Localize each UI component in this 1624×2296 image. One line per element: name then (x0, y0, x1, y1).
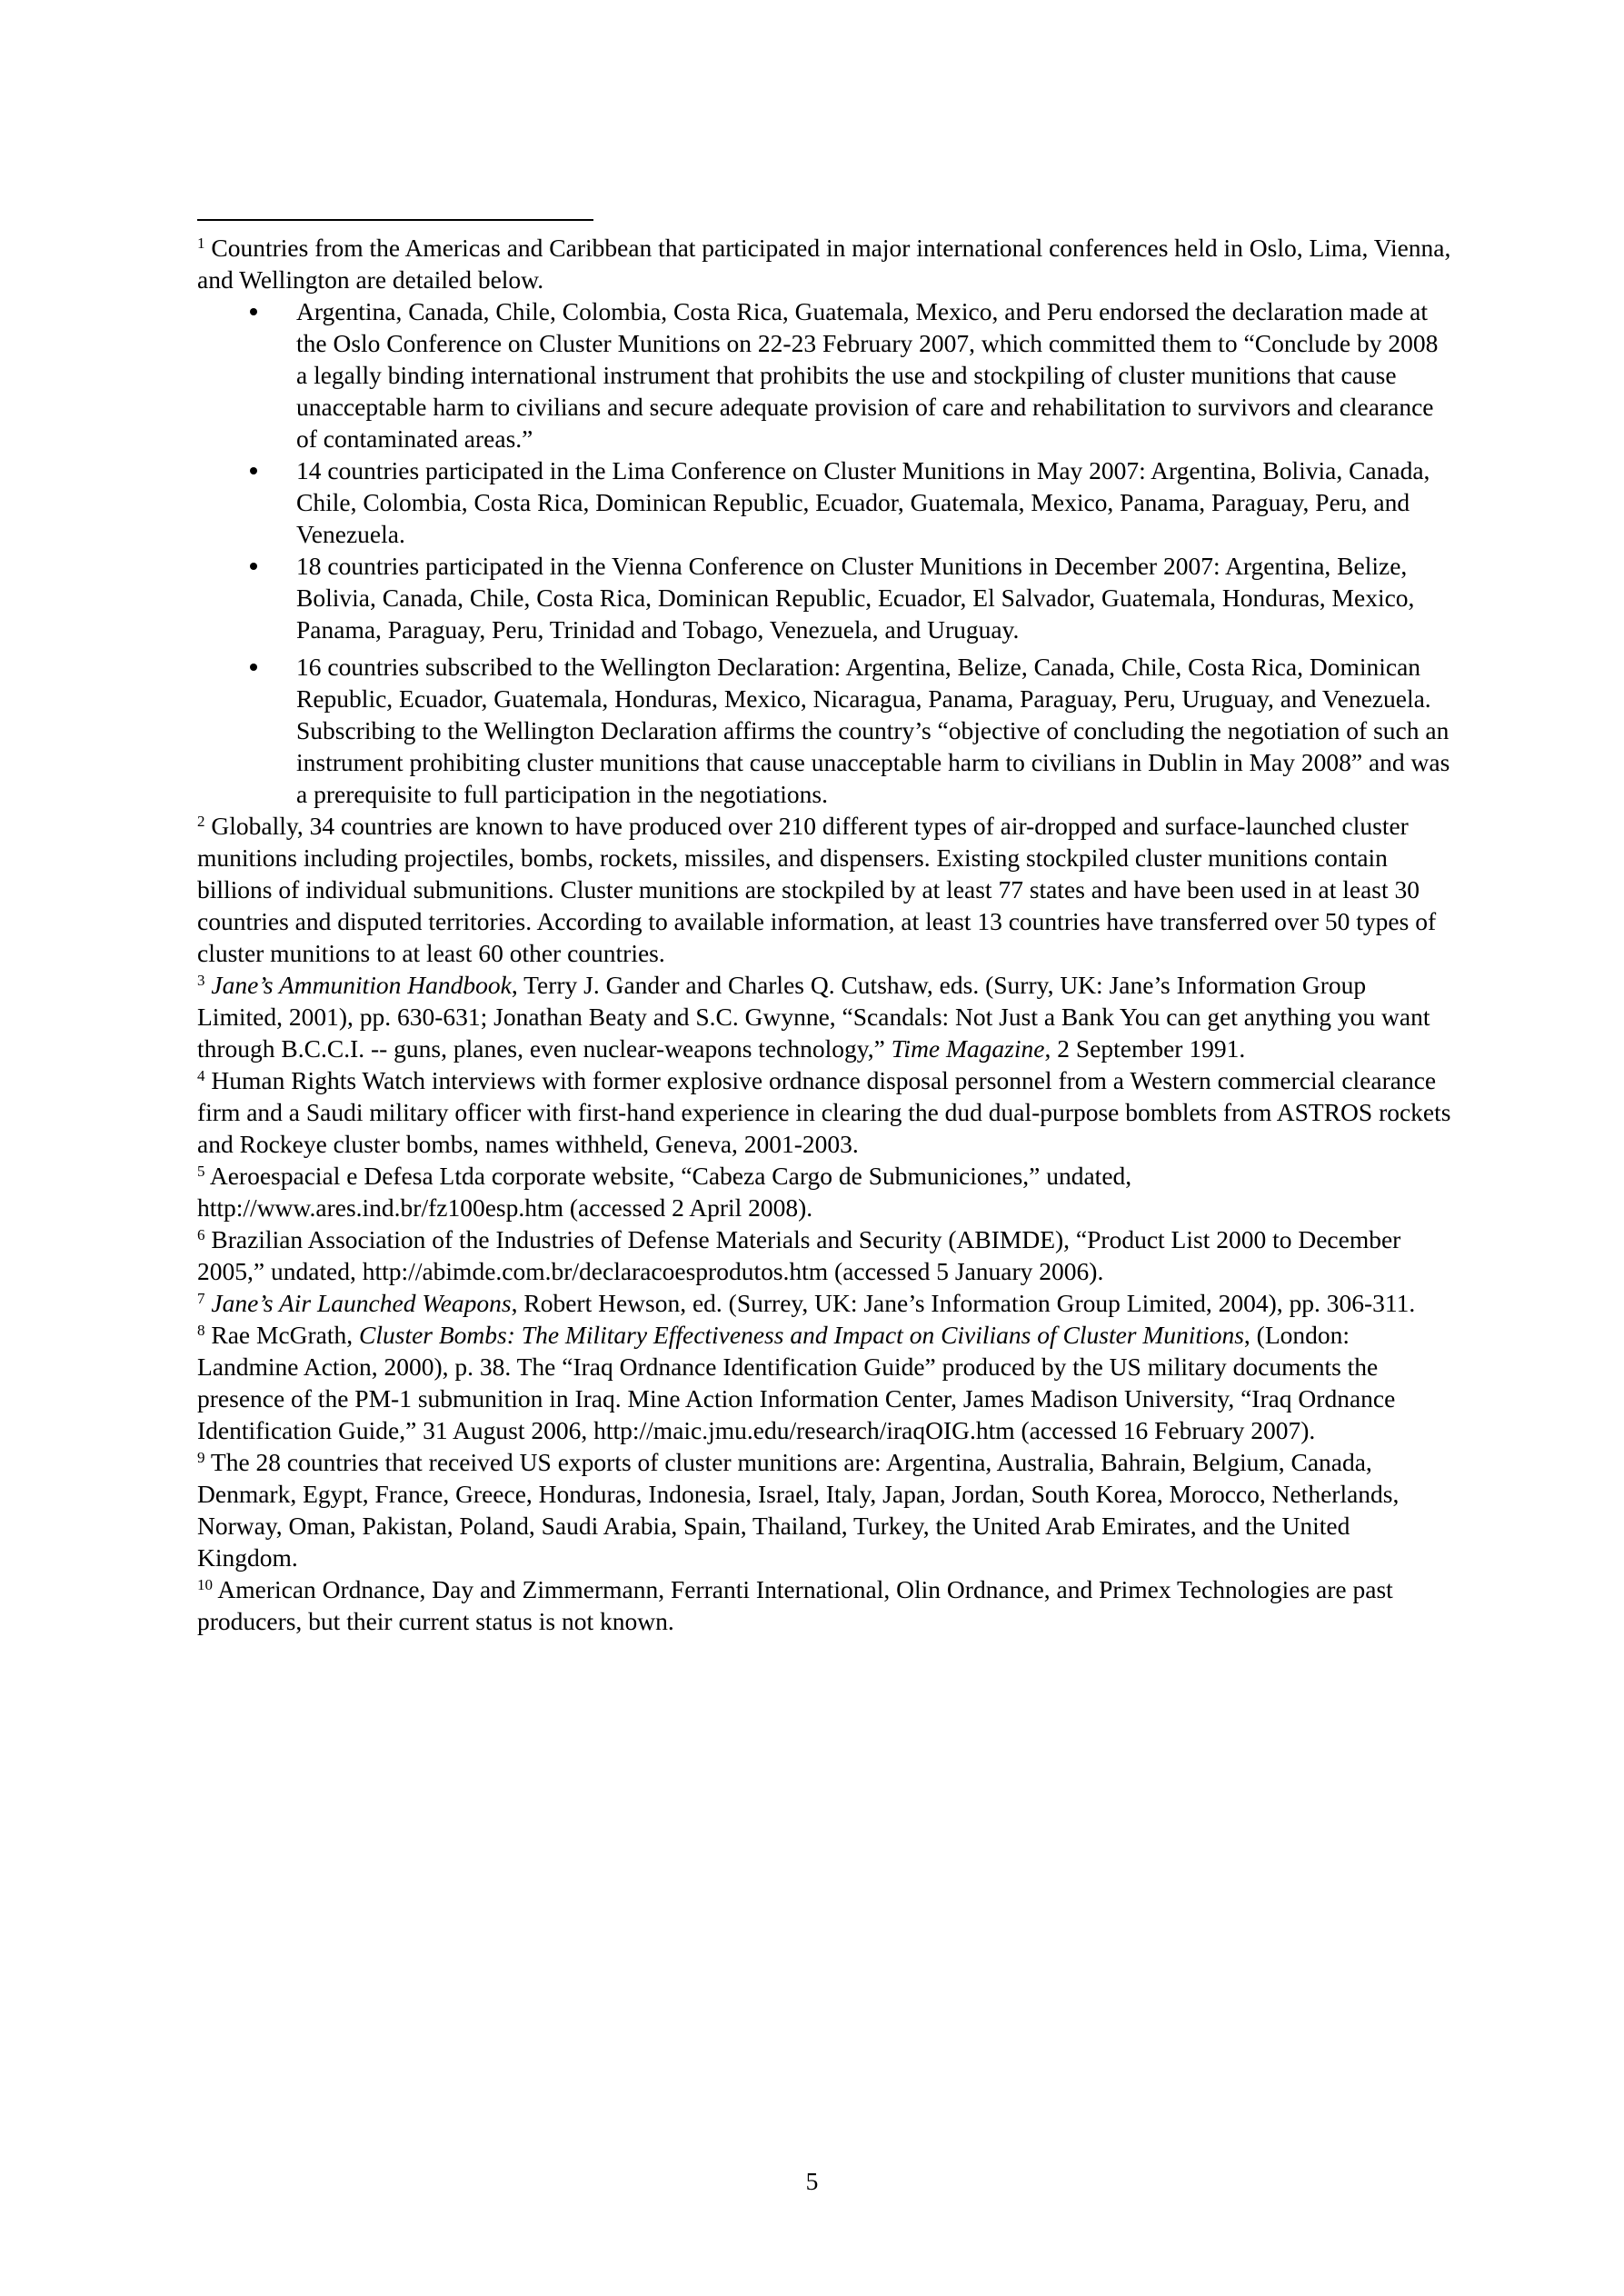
book-title: Jane’s Ammunition Handbook (211, 971, 512, 999)
footnote-marker: 9 (197, 1449, 205, 1466)
footnote-text: American Ordnance, Day and Zimmermann, Ferranti International, Olin Ordnance, and Primex Technologies are past producers, but their current status is not known. (197, 1575, 1393, 1635)
footnote-9 (197, 1446, 1451, 1573)
footnote-6 (197, 1223, 1451, 1287)
list-item (197, 454, 1451, 550)
book-title: Cluster Bombs: The Military Effectiveness and Impact on Civilians of Cluster Munitions (359, 1321, 1244, 1349)
footnote-1 (197, 232, 1451, 295)
bullet-icon (250, 563, 257, 570)
list-item (197, 550, 1451, 645)
footnote-separator (197, 219, 593, 221)
list-item-text: 16 countries subscribed to the Wellington Declaration: Argentina, Belize, Canada, Chile, Costa Rica, Dominican Republic, Ecuador, Guatemala, Honduras, Mexico, Nicaragua, Panama, Paraguay, Peru, Uruguay, and Venezuela. Subscribing to the Wellington Declaration affirms the country’s “objective of concluding the negotiation of such an instrument prohibiting cluster munitions that cause unacceptable harm to civilians in Dublin in May 2008” and was a prerequisite to full participation in the negotiations. (296, 653, 1450, 808)
bullet-icon (250, 467, 257, 474)
footnote-4 (197, 1064, 1451, 1160)
footnote-text: , 2 September 1991. (1044, 1034, 1246, 1063)
footnote-text: Globally, 34 countries are known to have produced over 210 different types of air-dropped and surface-launched cluster munitions including projectiles, bombs, rockets, missiles, and dispensers. Existing stockpiled cluster munitions contain billions of individual submunitions. Cluster munitions are stockpiled by at least 77 states and have been used in at least 30 countries and disputed territories. According to available information, at least 13 countries have transferred over 50 types of cluster munitions to at least 60 other countries. (197, 812, 1437, 967)
list-item-text: 18 countries participated in the Vienna Conference on Cluster Munitions in December 2007: Argentina, Belize, Bolivia, Canada, Chile, Costa Rica, Dominican Republic, Ecuador, El Salvador, Guatemala, Honduras, Mexico, Panama, Paraguay, Peru, Trinidad and Tobago, Venezuela, and Uruguay. (296, 552, 1415, 644)
footnote-marker: 10 (197, 1576, 213, 1593)
footnote-3 (197, 969, 1451, 1064)
footnote-text: , (London: Landmine Action, 2000), p. 38. The “Iraq Ordnance Identification Guide” produced by the US military documents the presence of the PM-1 submunition in Iraq. Mine Action Information Center, James Madison University, “Iraq Ordnance Identification Guide,” 31 August 2006, http://maic.jmu.edu/research/iraqOIG.htm (accessed 16 February 2007). (197, 1321, 1396, 1444)
footnote-marker: 2 (197, 813, 205, 830)
footnote-marker: 4 (197, 1067, 205, 1084)
page-number: 5 (805, 2167, 819, 2195)
footnote-10 (197, 1573, 1451, 1637)
footnote-5 (197, 1160, 1451, 1223)
footnote-8 (197, 1319, 1451, 1446)
book-title: Jane’s Air Launched Weapons (211, 1289, 512, 1317)
list-item (197, 295, 1451, 454)
footnotes (197, 232, 1451, 1637)
footnote-marker: 6 (197, 1226, 205, 1243)
footnote-text: , Terry J. Gander and Charles Q. Cutshaw, eds. (Surry, UK: Jane’s Information Group Limited, 2001), pp. 630-631; Jonathan Beaty and S.C. Gwynne, “Scandals: Not Just a Bank You can get anything you want through B.C.C.I. -- guns, planes, even nuclear-weapons technology,” (197, 971, 1430, 1063)
footnote-marker: 1 (197, 235, 205, 252)
list-item (197, 651, 1451, 810)
list-item-text: 14 countries participated in the Lima Conference on Cluster Munitions in May 2007: Argentina, Bolivia, Canada, Chile, Colombia, Costa Rica, Dominican Republic, Ecuador, Guatemala, Mexico, Panama, Paraguay, Peru, and Venezuela. (296, 456, 1430, 548)
footnote-marker: 3 (197, 972, 205, 989)
magazine-title: Time Magazine (891, 1034, 1045, 1063)
footnote-2 (197, 810, 1451, 969)
footnote-text: Aeroespacial e Defesa Ltda corporate website, “Cabeza Cargo de Submuniciones,” undated, http://www.ares.ind.br/fz100esp.htm (accessed 2 April 2008). (197, 1162, 1132, 1222)
footnote-author: Rae McGrath, (211, 1321, 360, 1349)
bullet-icon (250, 664, 257, 671)
footnote-7 (197, 1287, 1451, 1319)
bullet-icon (250, 308, 257, 315)
footnote-text: Countries from the Americas and Caribbean that participated in major international conferences held in Oslo, Lima, Vienna, and Wellington are detailed below. (197, 234, 1451, 294)
footnote-marker: 5 (197, 1163, 205, 1180)
footnote-text: Brazilian Association of the Industries of Defense Materials and Security (ABIMDE), “Product List 2000 to December 2005,” undated, http://abimde.com.br/declaracoesprodutos.htm (accessed 5 January 2006). (197, 1225, 1401, 1285)
list-item-text: Argentina, Canada, Chile, Colombia, Costa Rica, Guatemala, Mexico, and Peru endorsed the declaration made at the Oslo Conference on Cluster Munitions on 22-23 February 2007, which committed them to “Conclude by 2008 a legally binding international instrument that prohibits the use and stockpiling of cluster munitions that cause unacceptable harm to civilians and secure adequate provision of care and rehabilitation to survivors and clearance of contaminated areas.” (296, 297, 1439, 453)
footnote-text: The 28 countries that received US exports of cluster munitions are: Argentina, Australia, Bahrain, Belgium, Canada, Denmark, Egypt, France, Greece, Honduras, Indonesia, Israel, Italy, Japan, Jordan, South Korea, Morocco, Netherlands, Norway, Oman, Pakistan, Poland, Saudi Arabia, Spain, Thailand, Turkey, the United Arab Emirates, and the United Kingdom. (197, 1448, 1400, 1572)
footnote-marker: 8 (197, 1322, 205, 1339)
footnote-text: Human Rights Watch interviews with former explosive ordnance disposal personnel from a Western commercial clearance firm and a Saudi military officer with first-hand experience in clearing the dud dual-purpose bomblets from ASTROS rockets and Rockeye cluster bombs, names withheld, Geneva, 2001-2003. (197, 1066, 1451, 1158)
footnote-marker: 7 (197, 1290, 205, 1307)
conference-list (197, 295, 1451, 810)
footnote-text: , Robert Hewson, ed. (Surrey, UK: Jane’s Information Group Limited, 2004), pp. 306-311. (511, 1289, 1416, 1317)
